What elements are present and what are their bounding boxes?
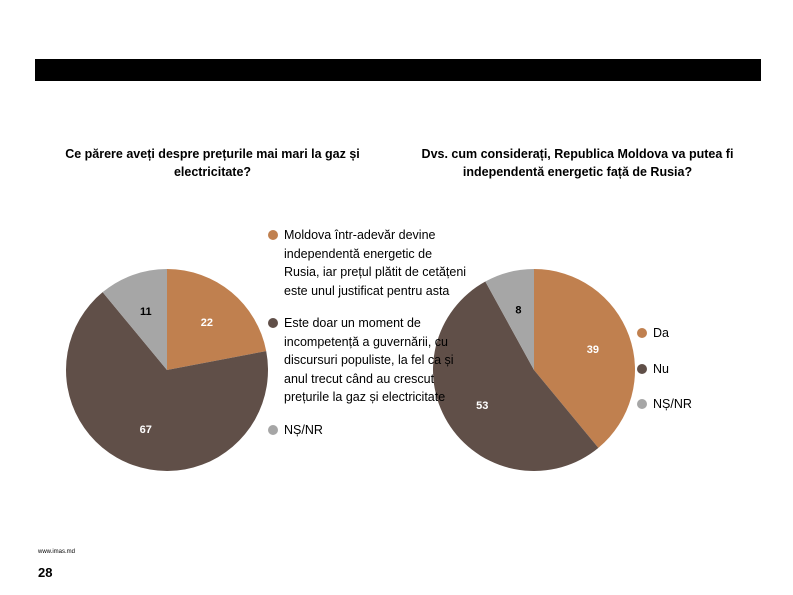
independence-slice-label-1: 53 [476, 400, 489, 413]
chart-title-independence: Dvs. cum considerați, Republica Moldova va putea fi independentă energetic față de Rusia? [421, 147, 734, 179]
header-bar [35, 59, 761, 81]
source-url: www.imas.md [38, 549, 76, 555]
independence-slice-label-0: 39 [586, 343, 600, 356]
legend-independence [637, 324, 737, 431]
legend-label-dk-na-right: NȘ/NR [653, 397, 692, 411]
legend-marker-no [637, 364, 647, 374]
legend-label-justified: Moldova într-adevăr devine independentă energetic de Rusia, iar prețul plătit de cetățeni este unul justificat pentru asta [284, 228, 467, 298]
legend-label-yes: Da [653, 326, 669, 340]
legend-label-incompetence: Este doar un moment de incompetență a guvernării, cu discursuri populiste, la fel ca și anul trecut când au crescut prețurile la gaz și electricitate [284, 316, 454, 404]
legend-item-dk-na-right [637, 395, 737, 414]
legend-marker-dk-na-left [268, 425, 278, 435]
legend-item-no [637, 360, 737, 379]
page-number: 28 [38, 565, 53, 580]
legend-marker-dk-na-right [637, 399, 647, 409]
legend-marker-yes [637, 328, 647, 338]
legend-item-incompetence [268, 314, 468, 407]
legend-marker-justified [268, 230, 278, 240]
legend-marker-incompetence [268, 318, 278, 328]
chart-title-prices: Ce părere aveți despre prețurile mai mari la gaz și electricitate? [65, 147, 360, 179]
pie-chart-prices [65, 268, 269, 472]
prices-slice-label-1: 67 [139, 423, 152, 436]
independence-slice-label-2: 8 [515, 304, 522, 317]
legend-label-dk-na-left: NȘ/NR [284, 422, 323, 437]
prices-slice-label-2: 11 [139, 306, 152, 319]
prices-slice-label-0: 22 [200, 316, 214, 329]
legend-item-justified [268, 226, 468, 300]
legend-label-no: Nu [653, 361, 669, 376]
legend-item-dk-na-left [268, 421, 468, 440]
legend-item-yes [637, 324, 737, 343]
legend-prices [268, 226, 468, 453]
